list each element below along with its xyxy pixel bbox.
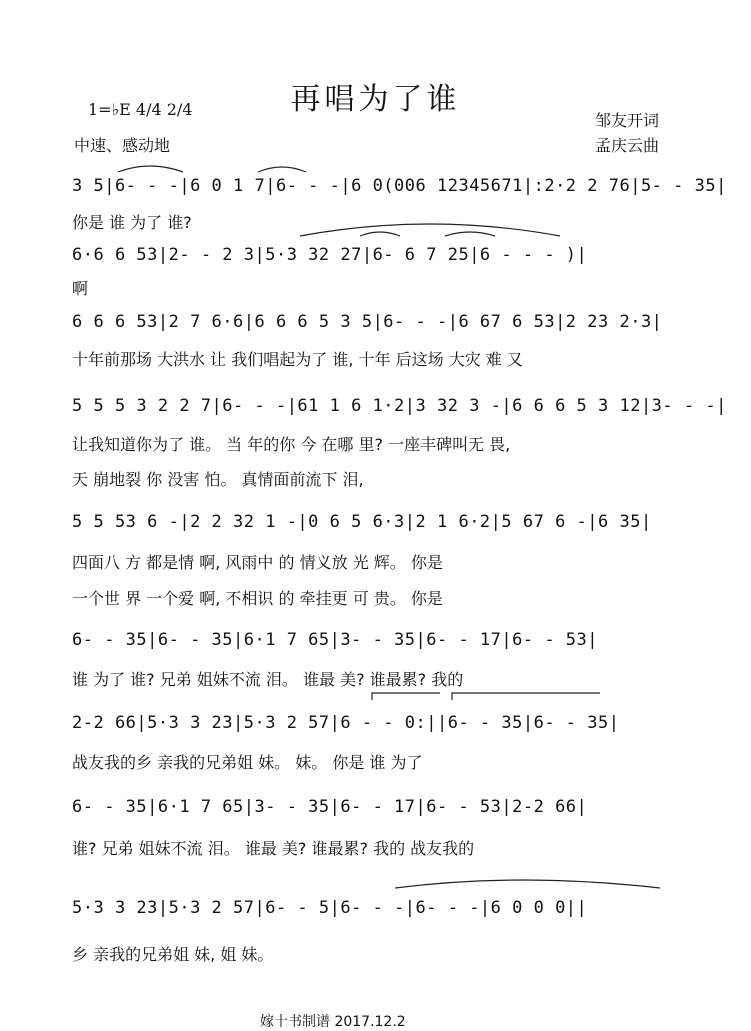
transcriber-footer: 嫁十书制谱 2017.12.2 bbox=[260, 1014, 406, 1030]
lyric-line-6: 谁 为了 谁? 兄弟 姐妹不流 泪。 谁最 美? 谁最累? 我的 bbox=[72, 670, 464, 689]
composer-credit: 孟庆云曲 bbox=[594, 136, 659, 155]
score-line-6: 6- - 35|6- - 35|6·1 7 65|3- - 35|6- - 17|6- - 53| bbox=[72, 630, 599, 650]
lyric-line-9: 乡 亲我的兄弟姐 妹, 姐 妹。 bbox=[72, 945, 274, 964]
lyric-line-4b: 天 崩地裂 你 没害 怕。 真情面前流下 泪, bbox=[72, 470, 364, 489]
lyric-line-5a: 四面八 方 都是情 啊, 风雨中 的 情义放 光 辉。 你是 bbox=[72, 553, 443, 572]
tie-mark bbox=[360, 232, 400, 236]
score-line-2: 6·6 6 53|2- - 2 3|5·3 32 27|6- 6 7 25|6 - - - )| bbox=[72, 245, 588, 265]
song-title: 再唱为了谁 bbox=[290, 82, 461, 117]
lyric-line-1: 你是 谁 为了 谁? bbox=[72, 213, 192, 232]
lyric-line-5b: 一个世 界 一个爱 啊, 不相识 的 牵挂更 可 贵。 你是 bbox=[72, 589, 443, 608]
lyric-line-8: 谁? 兄弟 姐妹不流 泪。 谁最 美? 谁最累? 我的 战友我的 bbox=[72, 839, 475, 858]
lyricist-credit: 邹友开词 bbox=[594, 111, 659, 130]
tie-mark bbox=[258, 167, 306, 172]
volta-bracket bbox=[372, 693, 440, 700]
tie-mark bbox=[300, 224, 560, 236]
tempo-marking: 中速、感动地 bbox=[74, 136, 171, 155]
score-line-1: 3 5|6- - -|6 0 1 7|6- - -|6 0(006 12345671|:2·2 2 76|5- - 35| bbox=[72, 176, 727, 196]
score-line-5: 5 5 53 6 -|2 2 32 1 -|0 6 5 6·3|2 1 6·2|5 67 6 -|6 35| bbox=[72, 512, 652, 532]
tie-mark bbox=[395, 880, 660, 888]
tie-mark bbox=[118, 166, 183, 172]
score-line-7: 2-2 66|5·3 3 23|5·3 2 57|6 - - 0:||6- - 35|6- - 35| bbox=[72, 713, 620, 733]
lyric-line-4a: 让我知道你为了 谁。 当 年的你 今 在哪 里? 一座丰碑叫无 畏, bbox=[72, 435, 511, 454]
volta-bracket bbox=[452, 693, 600, 700]
score-line-3: 6 6 6 53|2 7 6·6|6 6 6 5 3 5|6- - -|6 67 6 53|2 23 2·3| bbox=[72, 312, 663, 332]
tie-mark bbox=[445, 232, 495, 236]
lyric-line-3: 十年前那场 大洪水 让 我们唱起为了 谁, 十年 后这场 大灾 难 又 bbox=[72, 350, 523, 369]
score-line-9: 5·3 3 23|5·3 2 57|6- - 5|6- - -|6- - -|6 0 0 0|| bbox=[72, 898, 588, 918]
key-signature: 1=♭E 4/4 2/4 bbox=[88, 100, 193, 119]
score-line-8: 6- - 35|6·1 7 65|3- - 35|6- - 17|6- - 53|2-2 66| bbox=[72, 797, 588, 817]
lyric-line-2: 啊 bbox=[72, 279, 89, 298]
score-line-4: 5 5 5 3 2 2 7|6- - -|61 1 6 1·2|3 32 3 -|6 6 6 5 3 12|3- - -| bbox=[72, 396, 727, 416]
lyric-line-7: 战友我的乡 亲我的兄弟姐 妹。 妹。 你是 谁 为了 bbox=[72, 753, 423, 772]
